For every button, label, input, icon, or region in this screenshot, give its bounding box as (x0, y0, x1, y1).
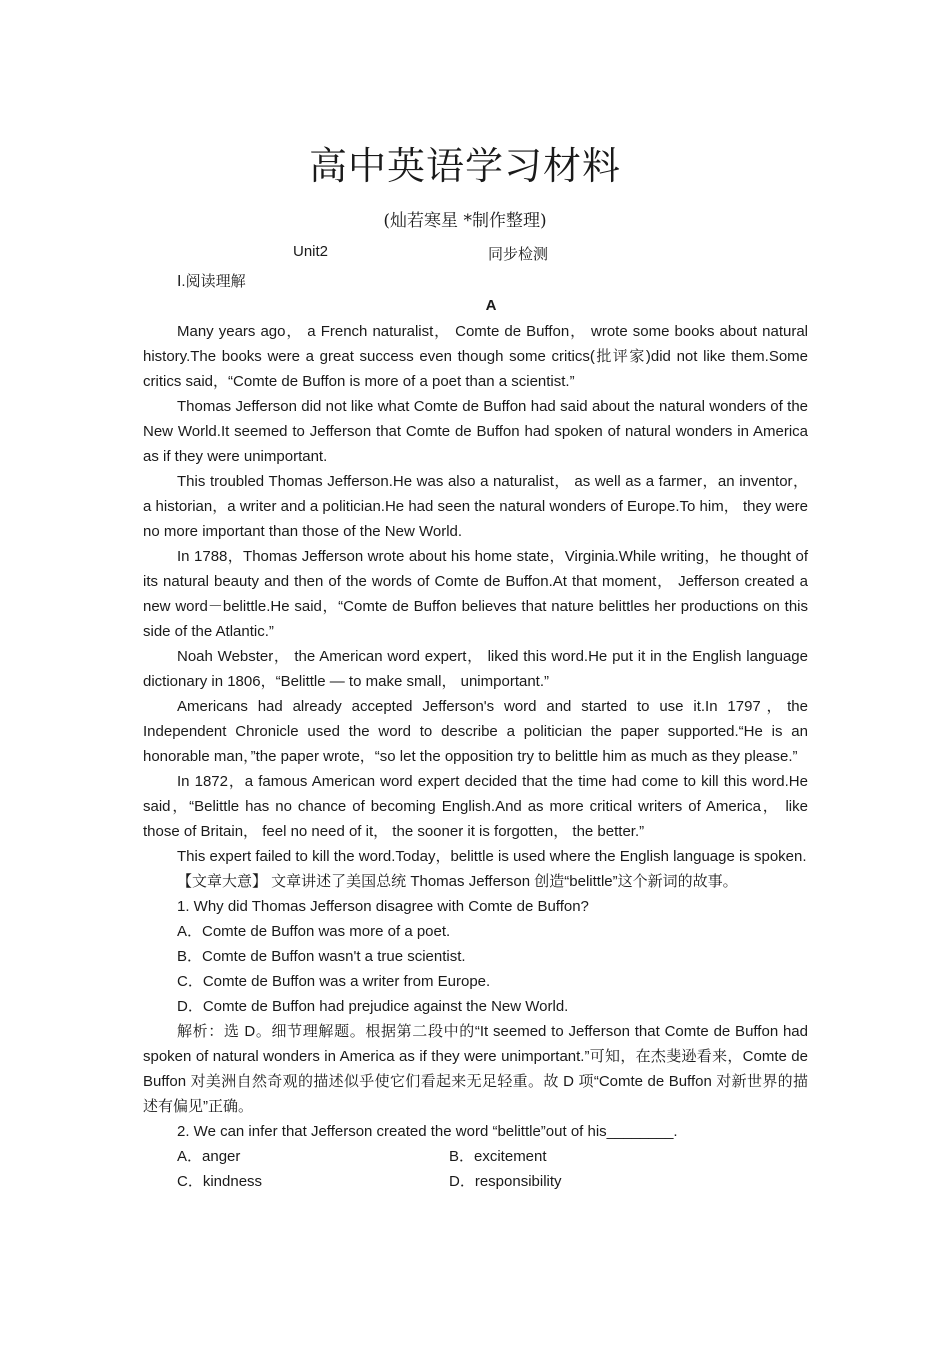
section-heading: Ⅰ.阅读理解 (177, 273, 246, 290)
page-subtitle: (灿若寒星 *制作整理) (383, 211, 547, 231)
question-stem: 2. We can infer that Jefferson created the word “belittle”out of his________. (177, 1123, 678, 1140)
paragraph: Americans had already accepted Jefferson's word and started to use it.In 1797，the Independent Chronicle used the word to describe a politician the paper supported.“He is an honorable man，”the paper wrote，“so let the opposition try to belittle him as much as they please.” (143, 698, 808, 765)
paragraph: Noah Webster， the American word expert， liked this word.He put it in the English language dictionary in 1806，“Belittle — to make small， unimportant.” (143, 648, 808, 690)
answer-option: D．responsibility (449, 1173, 562, 1190)
options-row (143, 1169, 808, 1194)
paragraph: In 1788，Thomas Jefferson wrote about his home state，Virginia.While writing，he thought of its natural beauty and then of the words of Comte de Buffon.At that moment， Jefferson created a new word－belittle.He said，“Comte de Buffon believes that nature belittles her productions on this side of the Atlantic.” (143, 548, 808, 640)
paragraph: Many years ago， a French naturalist， Comte de Buffon， wrote some books about natural history.The books were a great success even though some critics(批评家)did not like them.Some critics said，“Comte de Buffon is more of a poet than a scientist.” (143, 323, 808, 390)
answer-option: A．anger (177, 1148, 241, 1165)
page-title: 高中英语学习材料 (308, 144, 621, 188)
answer-option: D．Comte de Buffon had prejudice against the New World. (177, 998, 569, 1015)
paragraph: This expert failed to kill the word.Today，belittle is used where the English language is spoken. (177, 848, 807, 865)
answer-option: C．Comte de Buffon was a writer from Europe. (177, 973, 491, 990)
options-row (143, 1144, 808, 1169)
answer-option: A．Comte de Buffon was more of a poet. (177, 923, 451, 940)
passage-label: A (485, 297, 497, 314)
answer-option: C．kindness (177, 1173, 263, 1190)
paragraph: In 1872，a famous American word expert decided that the time had come to kill this word.He said，“Belittle has no chance of becoming English.And as more critical writers of America， like those of Britain， feel no need of it， the sooner it is forgotten， the better.” (143, 773, 808, 840)
paragraph: This troubled Thomas Jefferson.He was also a naturalist， as well as a farmer，an inventor，a historian，a writer and a politician.He had seen the natural wonders of Europe.To him， they were no more important than those of the New World. (143, 473, 808, 540)
question-stem: 1. Why did Thomas Jefferson disagree with Comte de Buffon? (177, 898, 589, 915)
passage-body (143, 319, 808, 1194)
unit-label: Unit2 (293, 243, 329, 260)
sync-test-label: 同步检测 (488, 246, 549, 263)
answer-analysis: 解析：选 D。细节理解题。根据第二段中的“It seemed to Jefferson that Comte de Buffon had spoken of natural wonders in America as if they were unimportant.”可知，在杰斐逊看来，Comte de Buffon 对美洲自然奇观的描述似乎使它们看起来无足轻重。故 D 项“Comte de Buffon 对新世界的描述有偏见”正确。 (143, 1023, 808, 1115)
paragraph: Thomas Jefferson did not like what Comte de Buffon had said about the natural wonders of the New World.It seemed to Jefferson that Comte de Buffon had spoken of natural wonders in America as if they were unimportant. (143, 398, 808, 465)
answer-option: B．excitement (449, 1148, 547, 1165)
answer-option: B．Comte de Buffon wasn't a true scientist. (177, 948, 466, 965)
article-summary: 【文章大意】 文章讲述了美国总统 Thomas Jefferson 创造“belittle”这个新词的故事。 (177, 873, 738, 890)
